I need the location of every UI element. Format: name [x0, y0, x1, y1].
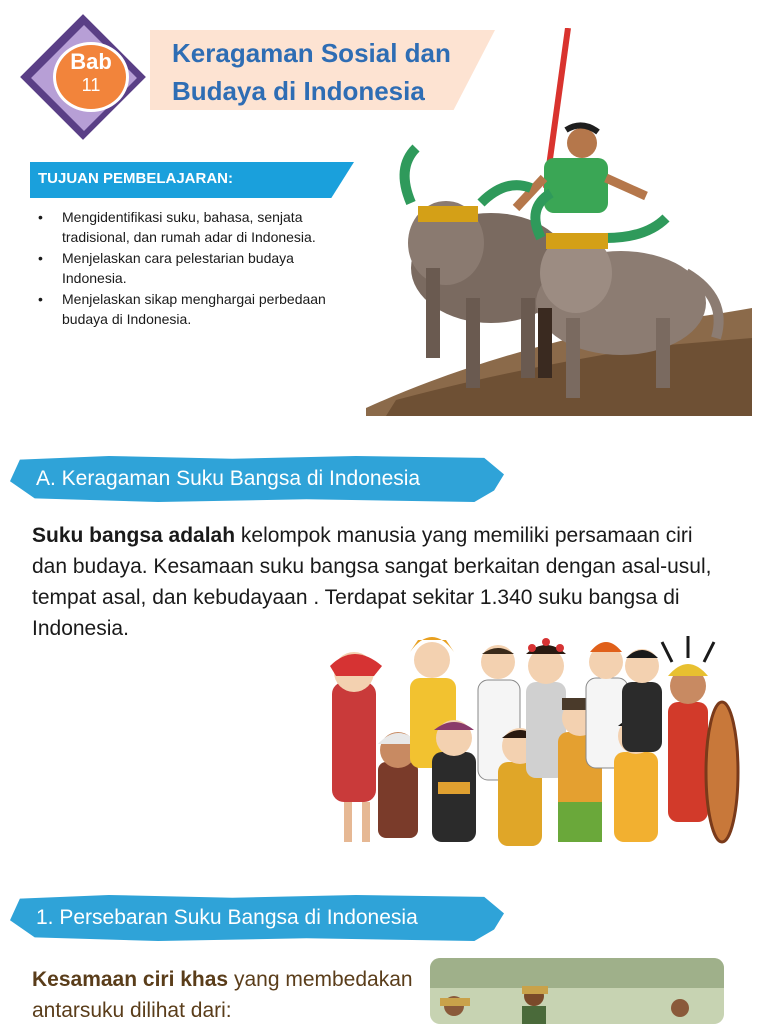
section-a-lead: Suku bangsa adalah [32, 524, 236, 547]
objective-item: • Mengidentifikasi suku, bahasa, senjata tradisional, dan rumah adar di Indonesia. [36, 207, 361, 247]
objectives-heading: TUJUAN PEMBELAJARAN: [38, 170, 234, 187]
chapter-badge [53, 42, 129, 112]
section-1-lead: Kesamaan ciri khas [32, 968, 229, 991]
tribe-people-photo [430, 958, 724, 1024]
section-1-body: yang membedakan antarsuku dilihat dari: [32, 968, 413, 1022]
objective-item: • Menjelaskan sikap menghargai perbedaan budaya di Indonesia. [36, 289, 361, 329]
chapter-title-line-2: Budaya di Indonesia [172, 76, 425, 106]
section-a-heading: A. Keragaman Suku Bangsa di Indonesia [36, 467, 421, 490]
objective-item: • Menjelaskan cara pelestarian budaya Indonesia. [36, 248, 361, 288]
section-a-body: kelompok manusia yang memiliki persamaan ciri dan budaya. Kesamaan suku bangsa sangat berkaitan dengan asal-usul, tempat asal, dan kebudayaan . Terdapat sekitar 1.340 suku bangsa di Indonesia. [32, 524, 712, 640]
bull-race-photo [356, 28, 752, 416]
chapter-title-line-1: Keragaman Sosial dan [172, 38, 451, 68]
chapter-badge-number: 11 [81, 75, 101, 95]
chapter-badge-word: Bab [70, 49, 112, 74]
section-1-heading: 1. Persebaran Suku Bangsa di Indonesia [36, 906, 418, 929]
section-1-paragraph [32, 964, 432, 1026]
ethnic-costumes-illustration [322, 622, 742, 850]
objectives-list [36, 207, 361, 330]
